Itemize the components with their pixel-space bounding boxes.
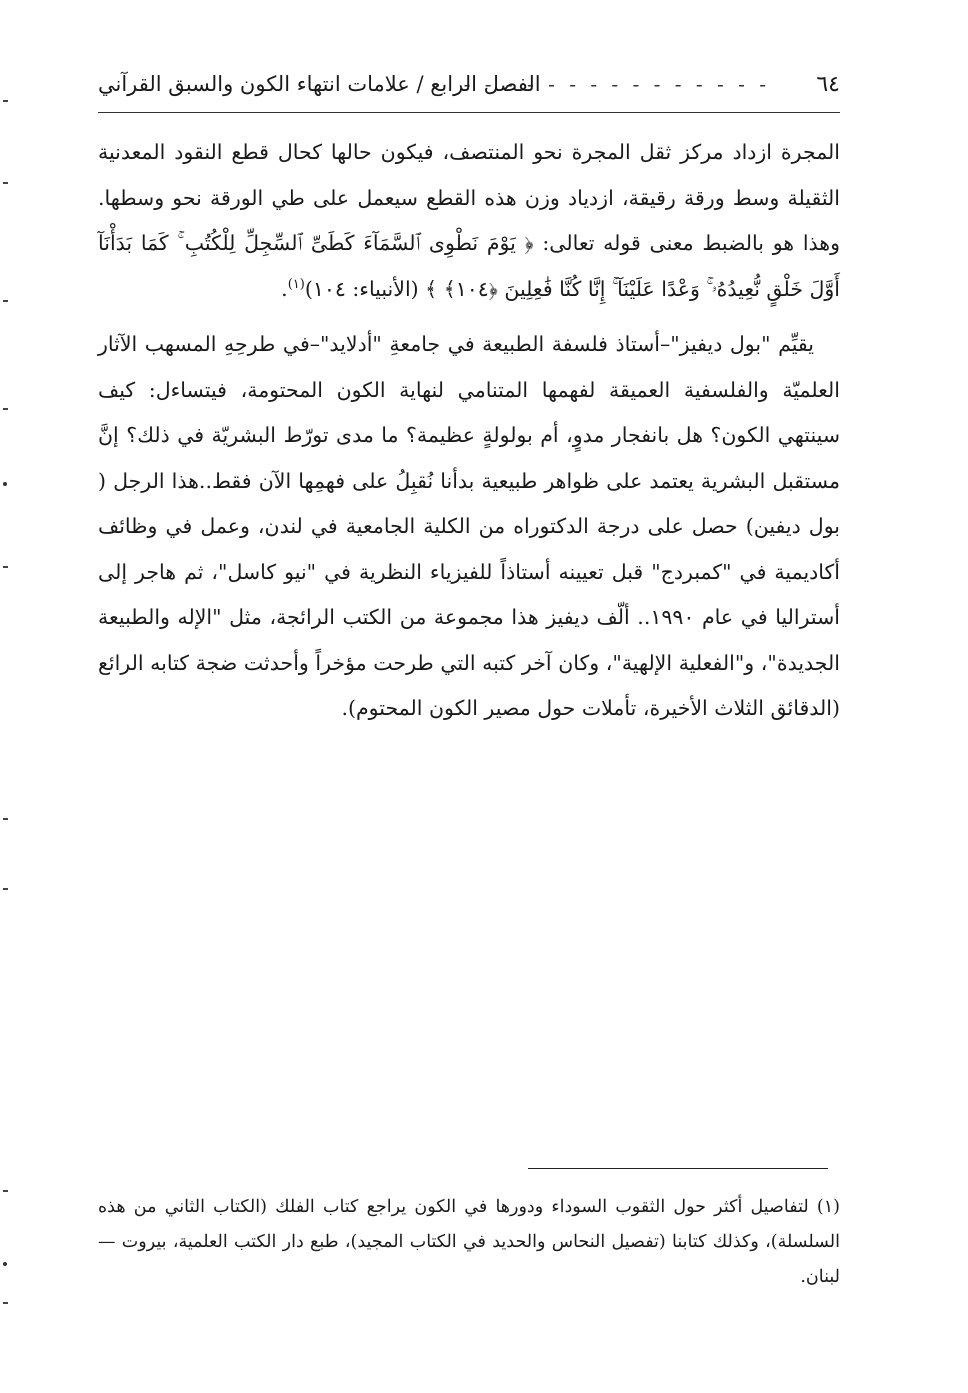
- margin-scan-mark: [3, 1262, 7, 1266]
- running-header: [98, 68, 840, 113]
- footnote-reference: (١): [287, 276, 305, 292]
- margin-scan-mark: [3, 482, 7, 486]
- chapter-title: الفصل الرابع / علامات انتهاء الكون والسبق القرآني: [98, 72, 541, 96]
- margin-scan-mark: [3, 1302, 8, 1304]
- paragraph-1-text: المجرة ازداد مركز ثقل المجرة نحو المنتصف، فيكون حالها كحال قطع النقود المعدنية الثقيلة وسط ورقة رقيقة، ازدياد وزن هذه القطع سيعمل على طي الورقة نحو وسطها. وهذا هو بالضبط معنى قوله تعالى: ﴿ يَوْمَ نَطْوِى ٱلسَّمَآءَ كَطَىِّ ٱلسِّجِلِّ لِلْكُتُبِ ۚ كَمَا بَدَأْنَآ أَوَّلَ خَلْقٍ نُّعِيدُهُۥ ۚ وَعْدًا عَلَيْنَآ ۚ إِنَّا كُنَّا فَٰعِلِينَ ﴿١٠٤﴾ ﴾ (الأنبياء: ١٠٤): [98, 140, 840, 301]
- margin-scan-mark: [3, 182, 8, 184]
- margin-scan-mark: [3, 408, 8, 410]
- footnote: (١) لتفاصيل أكثر حول الثقوب السوداء ودورها في الكون يراجع كتاب الفلك (الكتاب الثاني من هذه السلسلة)، وكذلك كتابنا (تفصيل النحاس والحديد في الكتاب المجيد)، طبع دار الكتب العلمية، بيروت — لبنان.: [98, 1197, 840, 1287]
- margin-scan-mark: [3, 888, 8, 890]
- margin-scan-mark: [3, 818, 8, 820]
- paragraph-1: المجرة ازداد مركز ثقل المجرة نحو المنتصف، فيكون حالها كحال قطع النقود المعدنية الثقيلة وسط ورقة رقيقة، ازدياد وزن هذه القطع سيعمل على طي الورقة نحو وسطها. وهذا هو بالضبط معنى قوله تعالى: ﴿ يَوْمَ نَطْوِى ٱلسَّمَآءَ كَطَىِّ ٱلسِّجِلِّ لِلْكُتُبِ ۚ كَمَا بَدَأْنَآ أَوَّلَ خَلْقٍ نُّعِيدُهُۥ ۚ وَعْدًا عَلَيْنَآ ۚ إِنَّا كُنَّا فَٰعِلِينَ ﴿١٠٤﴾ ﴾ (الأنبياء: ١٠٤)$^{(١)}$.: [98, 140, 840, 301]
- header-dash-leader: - - - - - - - - - - - - - - -: [463, 72, 770, 96]
- main-text: [98, 130, 840, 732]
- page-number: ٦٤: [816, 72, 840, 97]
- margin-scan-mark: [3, 100, 8, 102]
- margin-scan-mark: [3, 300, 8, 302]
- margin-scan-mark: [3, 566, 8, 568]
- margin-scan-mark: [3, 1190, 8, 1192]
- paragraph-2: يقيِّم "بول ديفيز"–أستاذ فلسفة الطبيعة في جامعةِ "أدلايد"–في طرحِهِ المسهب الآثار العلميّة والفلسفية العميقة لفهمها المتنامي لنهاية الكون المحتومة، فيتساءل: كيف سينتهي الكون؟ هل بانفجار مدوٍ، أم بولولةٍ عظيمة؟ ما مدى تورّط البشريّة في ذلك؟ إنَّ مستقبل البشرية يعتمد على ظواهر طبيعية بدأنا نُقبِلُ على فهمِها الآن فقط..هذا الرجل ( بول ديفين) حصل على درجة الدكتوراه من الكلية الجامعية في لندن، وعمل في وظائف أكاديمية في "كمبردج" قبل تعيينه أستاذاً للفيزياء النظرية في "نيو كاسل"، ثم هاجر إلى أستراليا في عام ١٩٩٠.. ألّف ديفيز هذا مجموعة من الكتب الرائجة، مثل "الإله والطبيعة الجديدة"، و"الفعلية الإلهية"، وكان آخر كتبه التي طرحت مؤخراً وأحدثت ضجة كتابه الرائع (الدقائق الثلاث الأخيرة، تأملات حول مصير الكون المحتوم).: [98, 332, 840, 720]
- footnote-separator: [528, 1168, 828, 1169]
